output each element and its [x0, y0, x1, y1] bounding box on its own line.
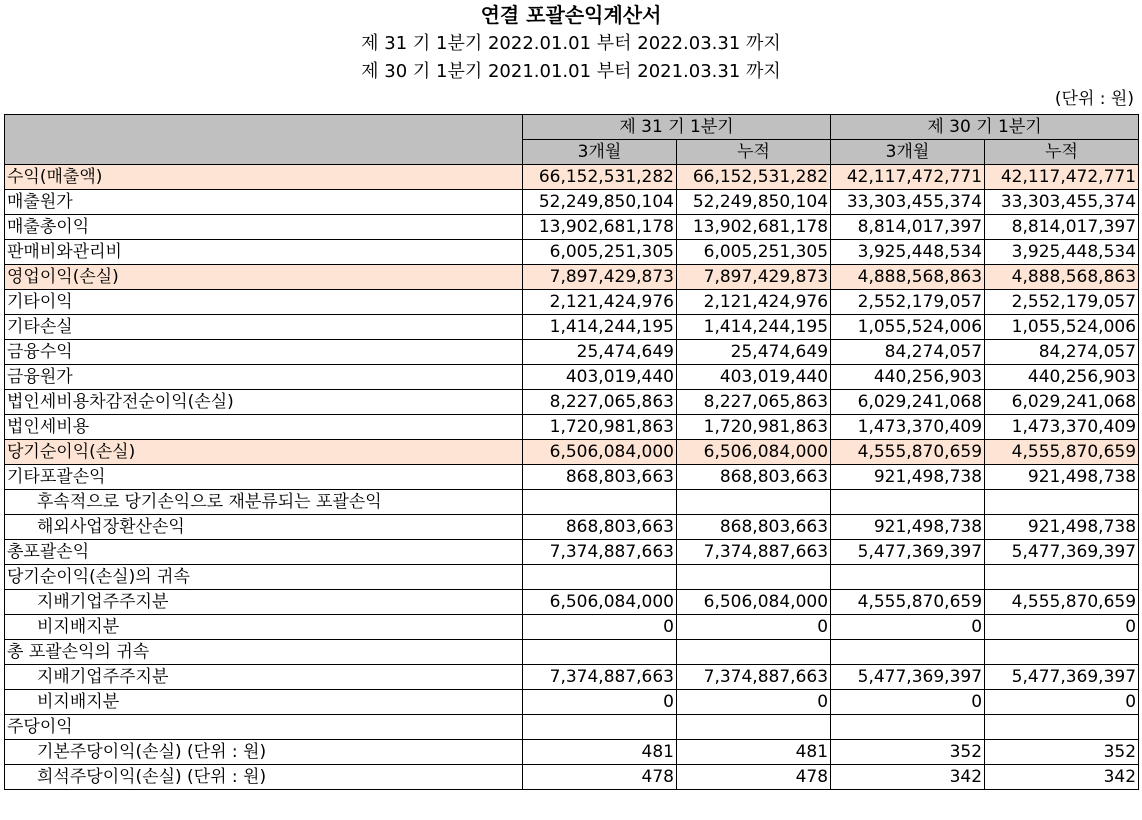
table-row	[5, 390, 1139, 415]
row-value: 6,506,084,000	[523, 590, 677, 615]
header-sub-cumulative: 누적	[677, 140, 831, 165]
table-row	[5, 740, 1139, 765]
row-label: 기타포괄손익	[5, 465, 523, 490]
row-value: 7,374,887,663	[523, 665, 677, 690]
row-label: 기본주당이익(손실) (단위 : 원)	[5, 740, 523, 765]
row-value: 5,477,369,397	[831, 540, 985, 565]
row-label: 법인세비용	[5, 415, 523, 440]
table-row	[5, 690, 1139, 715]
row-value: 342	[985, 765, 1139, 790]
table-row	[5, 265, 1139, 290]
row-value: 1,473,370,409	[831, 415, 985, 440]
row-value: 478	[523, 765, 677, 790]
header-row-period	[5, 115, 1139, 140]
row-value: 42,117,472,771	[831, 165, 985, 190]
row-value: 0	[985, 615, 1139, 640]
table-row	[5, 590, 1139, 615]
row-value: 2,552,179,057	[831, 290, 985, 315]
row-value: 403,019,440	[523, 365, 677, 390]
row-value: 52,249,850,104	[677, 190, 831, 215]
row-value: 4,555,870,659	[985, 590, 1139, 615]
row-label: 비지배지분	[5, 615, 523, 640]
table-row	[5, 765, 1139, 790]
row-value: 66,152,531,282	[677, 165, 831, 190]
unit-label: (단위 : 원)	[1054, 89, 1134, 109]
row-value: 8,227,065,863	[677, 390, 831, 415]
row-value: 3,925,448,534	[831, 240, 985, 265]
row-value: 1,055,524,006	[985, 315, 1139, 340]
row-value: 0	[831, 615, 985, 640]
row-value: 7,897,429,873	[677, 265, 831, 290]
row-label: 금융수익	[5, 340, 523, 365]
period-prior: 제 30 기 1분기 2021.01.01 부터 2021.03.31 까지	[361, 61, 781, 82]
row-value: 7,374,887,663	[677, 665, 831, 690]
row-label: 판매비와관리비	[5, 240, 523, 265]
row-value: 84,274,057	[831, 340, 985, 365]
row-value: 8,814,017,397	[831, 215, 985, 240]
row-value: 4,888,568,863	[831, 265, 985, 290]
row-value: 921,498,738	[831, 515, 985, 540]
row-label: 기타손실	[5, 315, 523, 340]
statement-title: 연결 포괄손익계산서	[480, 3, 662, 27]
table-row	[5, 465, 1139, 490]
table-row	[5, 490, 1139, 515]
row-value: 0	[831, 690, 985, 715]
row-label: 비지배지분	[5, 690, 523, 715]
table-row	[5, 665, 1139, 690]
header-sub-3month: 3개월	[831, 140, 985, 165]
row-value: 33,303,455,374	[985, 190, 1139, 215]
row-value: 1,473,370,409	[985, 415, 1139, 440]
row-value: 25,474,649	[523, 340, 677, 365]
row-label: 후속적으로 당기손익으로 재분류되는 포괄손익	[5, 490, 523, 515]
row-value: 0	[523, 615, 677, 640]
table-row	[5, 165, 1139, 190]
row-label: 총포괄손익	[5, 540, 523, 565]
row-label: 희석주당이익(손실) (단위 : 원)	[5, 765, 523, 790]
row-label: 법인세비용차감전순이익(손실)	[5, 390, 523, 415]
row-value: 2,121,424,976	[523, 290, 677, 315]
row-value: 8,814,017,397	[985, 215, 1139, 240]
row-value	[985, 565, 1139, 590]
row-value	[831, 715, 985, 740]
row-value: 403,019,440	[677, 365, 831, 390]
header-sub-cumulative: 누적	[985, 140, 1139, 165]
row-value: 66,152,531,282	[523, 165, 677, 190]
row-value: 921,498,738	[985, 515, 1139, 540]
row-label: 수익(매출액)	[5, 165, 523, 190]
row-value: 33,303,455,374	[831, 190, 985, 215]
row-value: 25,474,649	[677, 340, 831, 365]
row-value: 13,902,681,178	[677, 215, 831, 240]
row-label: 총 포괄손익의 귀속	[5, 640, 523, 665]
row-value: 478	[677, 765, 831, 790]
table-row	[5, 190, 1139, 215]
table-row	[5, 415, 1139, 440]
table-row	[5, 290, 1139, 315]
row-value	[985, 640, 1139, 665]
table-row	[5, 715, 1139, 740]
row-value: 0	[677, 615, 831, 640]
row-label: 당기순이익(손실)의 귀속	[5, 565, 523, 590]
row-value: 6,506,084,000	[677, 590, 831, 615]
row-value: 352	[831, 740, 985, 765]
row-value: 921,498,738	[985, 465, 1139, 490]
row-value: 7,897,429,873	[523, 265, 677, 290]
row-label: 매출총이익	[5, 215, 523, 240]
row-label: 매출원가	[5, 190, 523, 215]
row-value: 0	[985, 690, 1139, 715]
header-period-31: 제 31 기 1분기	[523, 115, 831, 140]
row-value: 5,477,369,397	[985, 665, 1139, 690]
row-value: 42,117,472,771	[985, 165, 1139, 190]
income-statement-table	[4, 114, 1139, 790]
row-value: 2,121,424,976	[677, 290, 831, 315]
table-row	[5, 365, 1139, 390]
row-value: 7,374,887,663	[523, 540, 677, 565]
row-value: 6,029,241,068	[831, 390, 985, 415]
header-blank-cell	[5, 115, 523, 165]
row-value: 4,555,870,659	[831, 440, 985, 465]
row-value: 0	[677, 690, 831, 715]
row-value: 440,256,903	[985, 365, 1139, 390]
row-value	[523, 640, 677, 665]
table-row	[5, 340, 1139, 365]
row-value: 868,803,663	[523, 465, 677, 490]
row-label: 기타이익	[5, 290, 523, 315]
row-value: 1,055,524,006	[831, 315, 985, 340]
table-row	[5, 615, 1139, 640]
row-value: 481	[677, 740, 831, 765]
row-value: 2,552,179,057	[985, 290, 1139, 315]
row-value: 6,506,084,000	[523, 440, 677, 465]
row-label: 해외사업장환산손익	[5, 515, 523, 540]
period-current: 제 31 기 1분기 2022.01.01 부터 2022.03.31 까지	[361, 33, 781, 54]
row-value	[831, 640, 985, 665]
row-value: 4,888,568,863	[985, 265, 1139, 290]
row-value: 5,477,369,397	[985, 540, 1139, 565]
row-value: 342	[831, 765, 985, 790]
row-value	[523, 565, 677, 590]
row-value	[985, 490, 1139, 515]
row-value: 1,720,981,863	[523, 415, 677, 440]
table-row	[5, 540, 1139, 565]
table-row	[5, 440, 1139, 465]
row-label: 지배기업주주지분	[5, 590, 523, 615]
row-value: 6,029,241,068	[985, 390, 1139, 415]
row-value: 84,274,057	[985, 340, 1139, 365]
row-value	[523, 715, 677, 740]
row-value	[831, 490, 985, 515]
row-value	[677, 565, 831, 590]
row-value	[523, 490, 677, 515]
row-value: 1,414,244,195	[523, 315, 677, 340]
row-value: 868,803,663	[677, 515, 831, 540]
row-label: 지배기업주주지분	[5, 665, 523, 690]
row-value	[985, 715, 1139, 740]
row-value: 481	[523, 740, 677, 765]
row-value: 868,803,663	[523, 515, 677, 540]
row-label: 영업이익(손실)	[5, 265, 523, 290]
row-value: 4,555,870,659	[831, 590, 985, 615]
row-value: 1,720,981,863	[677, 415, 831, 440]
row-label: 당기순이익(손실)	[5, 440, 523, 465]
row-value: 52,249,850,104	[523, 190, 677, 215]
row-value: 5,477,369,397	[831, 665, 985, 690]
table-row	[5, 640, 1139, 665]
row-value: 352	[985, 740, 1139, 765]
row-value: 868,803,663	[677, 465, 831, 490]
table-row	[5, 565, 1139, 590]
row-value	[831, 565, 985, 590]
row-value: 13,902,681,178	[523, 215, 677, 240]
header-period-30: 제 30 기 1분기	[831, 115, 1139, 140]
row-value: 921,498,738	[831, 465, 985, 490]
row-value: 440,256,903	[831, 365, 985, 390]
row-value: 4,555,870,659	[985, 440, 1139, 465]
table-row	[5, 215, 1139, 240]
row-value	[677, 640, 831, 665]
row-label: 주당이익	[5, 715, 523, 740]
table-row	[5, 240, 1139, 265]
row-value: 0	[523, 690, 677, 715]
table-row	[5, 515, 1139, 540]
row-value: 1,414,244,195	[677, 315, 831, 340]
row-value: 8,227,065,863	[523, 390, 677, 415]
row-label: 금융원가	[5, 365, 523, 390]
row-value: 6,005,251,305	[677, 240, 831, 265]
row-value	[677, 715, 831, 740]
row-value: 3,925,448,534	[985, 240, 1139, 265]
row-value	[677, 490, 831, 515]
header-sub-3month: 3개월	[523, 140, 677, 165]
row-value: 7,374,887,663	[677, 540, 831, 565]
table-row	[5, 315, 1139, 340]
row-value: 6,506,084,000	[677, 440, 831, 465]
row-value: 6,005,251,305	[523, 240, 677, 265]
